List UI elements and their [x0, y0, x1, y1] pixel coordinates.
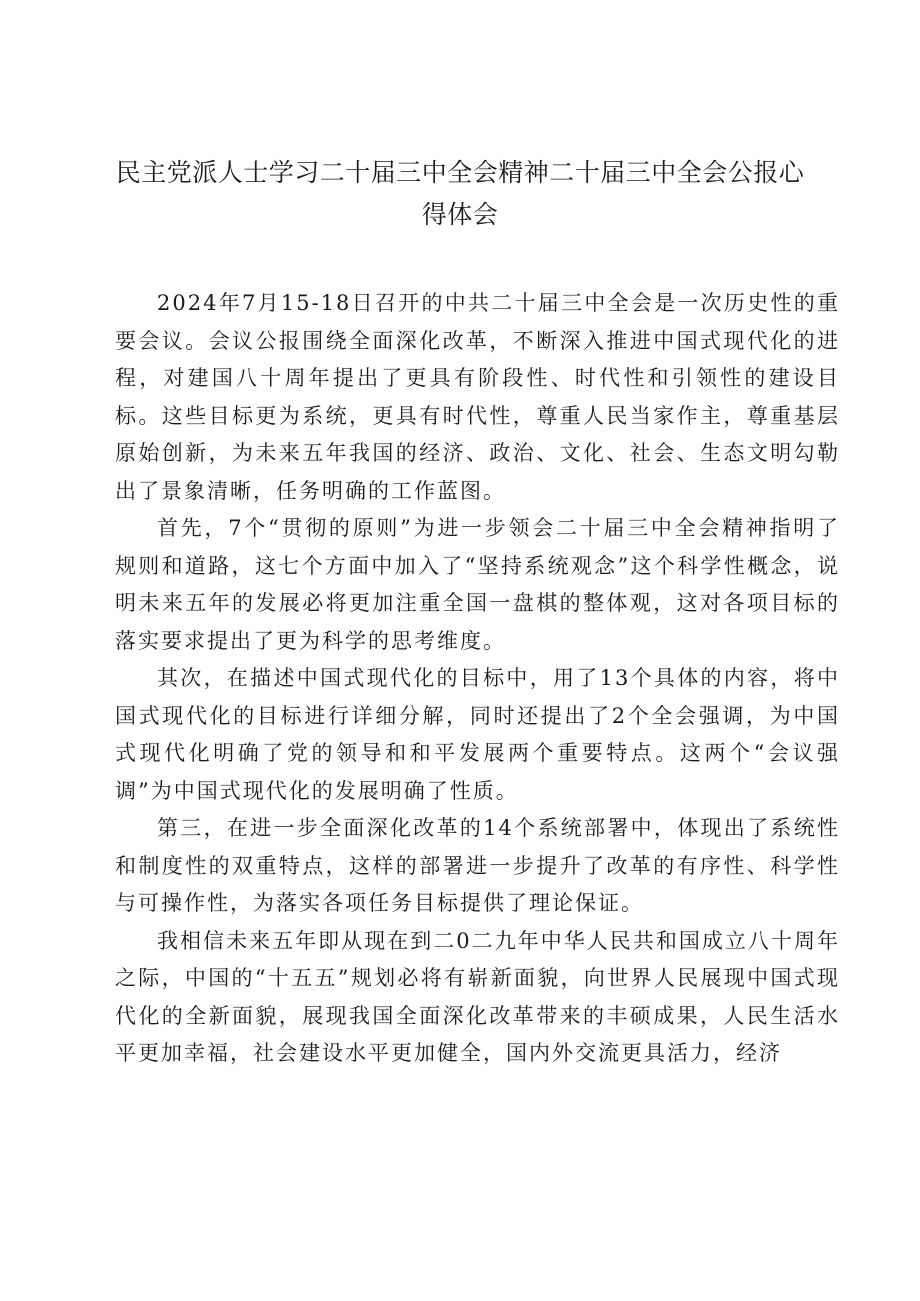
paragraph-2: 首先，7个“贯彻的原则”为进一步领会二十届三中全会精神指明了规则和道路，这七个方面中加入了“坚持系统观念”这个科学性概念，说明未来五年的发展必将更加注重全国一盘棋的整体观，这对各项目标的落实要求提出了更为科学的思考维度。 — [115, 516, 840, 653]
paragraph-1: 2024年7月15-18日召开的中共二十届三中全会是一次历史性的重要会议。会议公报围绕全面深化改革，不断深入推进中国式现代化的进程，对建国八十周年提出了更具有阶段性、时代性和引领性的建设目标。这些目标更为系统，更具有时代性，尊重人民当家作主，尊重基层原始创新，为未来五年我国的经济、政治、文化、社会、生态文明勾勒出了景象清晰，任务明确的工作蓝图。 — [115, 291, 840, 503]
paragraph-4: 第三，在进一步全面深化改革的14个系统部署中，体现出了系统性和制度性的双重特点，这样的部署进一步提升了改革的有序性、科学性与可操作性，为落实各项任务目标提供了理论保证。 — [115, 816, 840, 915]
paragraph-3: 其次，在描述中国式现代化的目标中，用了13个具体的内容，将中国式现代化的目标进行详细分解，同时还提出了2个全会强调，为中国式现代化明确了党的领导和和平发展两个重要特点。这两个“会议强调”为中国式现代化的发展明确了性质。 — [115, 666, 840, 803]
document-body — [115, 285, 840, 1073]
paragraph-5: 我相信未来五年即从现在到二0二九年中华人民共和国成立八十周年之际，中国的“十五五”规划必将有崭新面貌，向世界人民展现中国式现代化的全新面貌，展现我国全面深化改革带来的丰硕成果，人民生活水平更加幸福，社会建设水平更加健全，国内外交流更具活力，经济 — [115, 928, 840, 1065]
document-title: 民主党派人士学习二十届三中全会精神二十届三中全会公报心得体会 — [115, 158, 805, 229]
